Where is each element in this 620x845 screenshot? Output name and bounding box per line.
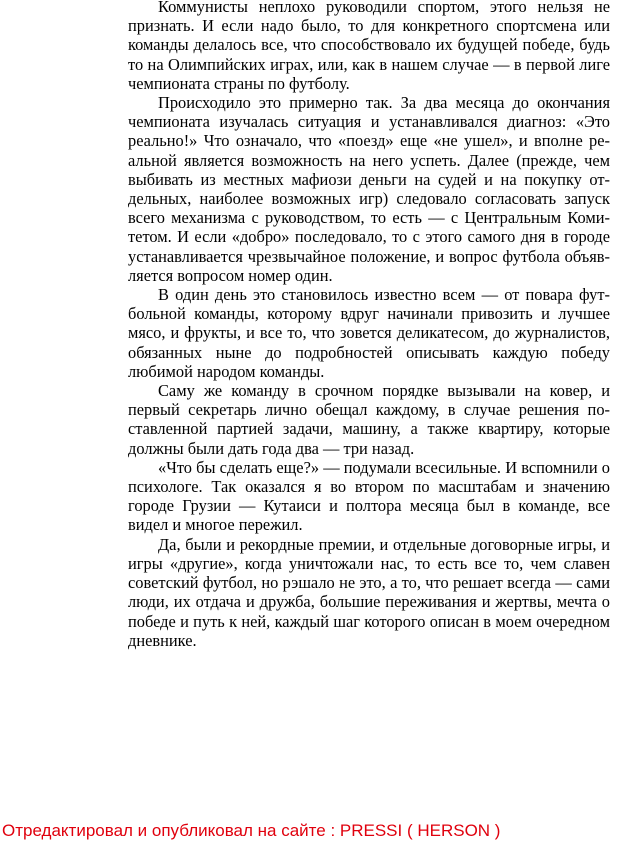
- paragraph-everyone-knew: В один день это становилось известно всем — от повара футбольной команды, которому вдруг начинали привозить и лучшее мясо, и фрукты, и все то, что зовется деликатесом, до журналистов, обязанных ныне до подробностей описывать каждую победу любимой народом команды.: [128, 285, 610, 381]
- body-text: [128, 0, 610, 650]
- paragraph-team-summoned: Саму же команду в срочном порядке вызывали на ковер, и первый секретарь лично обещал каждому, в случае решения поставленной партией задачи, машину, а также квартиру, которые должны были дать года два — три назад.: [128, 381, 610, 458]
- paragraph-communists: Коммунисты неплохо руководили спортом, этого нельзя не признать. И если надо было, то для конкретного спортсмена или команды делалось все, что способствовало их будущей победе, будь то на Олимпийских играх, или, как в нашем случае — в первой лиге чемпионата страны по футболу.: [128, 0, 610, 93]
- paragraph-conclusion: Да, были и рекордные премии, и отдельные договорные игры, и игры «другие», когда уничтожали нас, то есть все то, чем славен советский футбол, но рэшало не это, а то, что решает всегда — сами люди, их отдача и дружба, большие переживания и жертвы, мечта о победе и путь к ней, каждый шаг которого описан в моем очередном дневнике.: [128, 534, 610, 650]
- paragraph-process: Происходило это примерно так. За два месяца до окончания чемпионата изучалась ситуация и устанавливался диагноз: «Это реально!» Что означало, что «поезд» еще «не ушел», и вполне реальной является возможность на него успеть. Далее (прежде, чем выбивать из местных мафиози деньги на судей и на покупку отдельных, наиболее возможных игр) следовало согласовать запуск всего механизма с руководством, то есть — с Центральным Комитетом. И если «добро» последовало, то с этого самого дня в городе устанавливается чрезвычайное положение, и вопрос футбола объявляется вопросом номер один.: [128, 93, 610, 285]
- publisher-credit: Отредактировал и опубликовал на сайте : PRESSI ( HERSON ): [2, 821, 501, 840]
- paragraph-psychologist: «Что бы сделать еще?» — подумали всесильные. И вспомнили о психологе. Так оказался я во втором по масштабам и значению городе Грузии — Кутаиси и полтора месяца был в команде, все видел и многое пережил.: [128, 457, 610, 535]
